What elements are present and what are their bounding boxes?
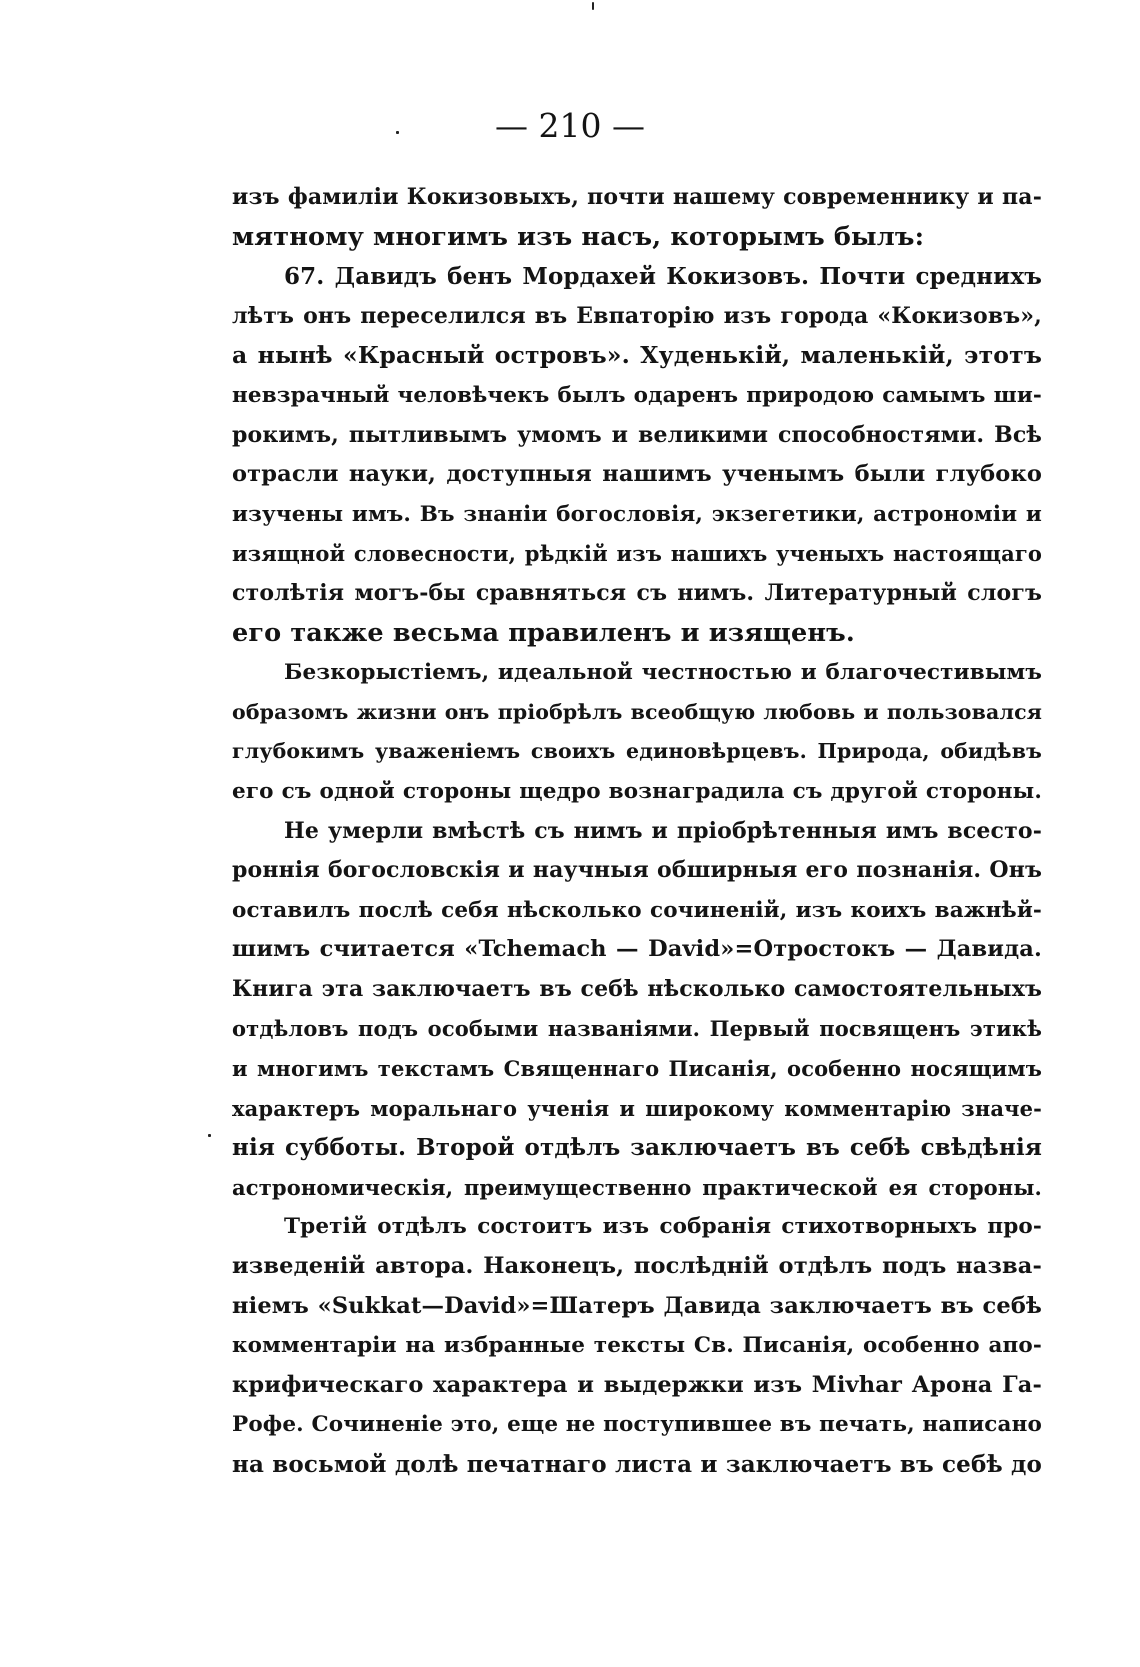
text-line: на восьмой долѣ печатнаго листа и заключаетъ въ себѣ до — [232, 1451, 1042, 1478]
text-line: невзрачный человѣчекъ былъ одаренъ природою самымъ ши- — [232, 382, 1042, 408]
paragraph — [232, 178, 1042, 257]
text-line: Не умерли вмѣстѣ съ нимъ и пріобрѣтенныя имъ всесто- — [284, 817, 1042, 844]
text-line: его также весьма правиленъ и изященъ. — [232, 617, 855, 648]
text-line: мятному многимъ изъ насъ, которымъ былъ: — [232, 221, 925, 252]
text-line: а нынѣ «Красный островъ». Худенькій, маленькій, этотъ — [232, 341, 1042, 370]
text-line: изъ фамиліи Кокизовыхъ, почти нашему современнику и па- — [232, 184, 1042, 210]
text-line: характеръ моральнаго ученія и широкому комментарію значе- — [232, 1095, 1042, 1121]
paragraph — [232, 653, 1042, 811]
text-line: комментаріи на избранные тексты Св. Писанія, особенно апо- — [232, 1333, 1042, 1359]
text-line: ніемъ «Sukkat—David»=Шатеръ Давида заключаетъ въ себѣ — [232, 1292, 1042, 1319]
text-line: Рофе. Сочиненіе это, еще не поступившее въ печать, написано — [232, 1412, 1042, 1438]
text-line: отрасли науки, доступныя нашимъ ученымъ были глубоко — [232, 461, 1042, 488]
text-line: изящной словесности, рѣдкій изъ нашихъ ученыхъ настоящаго — [232, 541, 1042, 567]
text-line: изведеній автора. Наконецъ, послѣдній отдѣлъ подъ назва- — [232, 1253, 1042, 1280]
text-line: образомъ жизни онъ пріобрѣлъ всеобщую любовь и пользовался — [232, 699, 1042, 724]
text-line: 67. Давидъ бенъ Мордахей Кокизовъ. Почти среднихъ — [284, 263, 1042, 291]
text-line: астрономическія, преимущественно практической ея стороны. — [232, 1174, 1042, 1200]
body-text — [232, 178, 1042, 1485]
paragraph — [232, 257, 1042, 653]
text-line: отдѣловъ подъ особыми названіями. Первый посвященъ этикѣ — [232, 1016, 1042, 1042]
text-line: роннія богословскія и научныя обширныя его познанія. Онъ — [232, 857, 1042, 884]
text-line: Книга эта заключаетъ въ себѣ нѣсколько самостоятельныхъ — [232, 975, 1042, 1002]
text-line: его съ одной стороны щедро вознаградила съ другой стороны. — [232, 778, 1042, 804]
scan-speck — [592, 2, 594, 10]
text-line: глубокимъ уваженіемъ своихъ единовѣрцевъ. Природа, обидѣвъ — [232, 739, 1042, 764]
text-line: столѣтія могъ-бы сравняться съ нимъ. Литературный слогъ — [232, 579, 1042, 606]
text-line: Безкорыстіемъ, идеальной честностью и благочестивымъ — [284, 660, 1042, 686]
text-line: шимъ считается «Tchemach — David»=Отростокъ — Давида. — [232, 936, 1042, 963]
page-number: — 210 — — [495, 106, 645, 145]
text-line: лѣтъ онъ переселился въ Евпаторію изъ города «Кокизовъ», — [232, 302, 1042, 329]
text-line: крифическаго характера и выдержки изъ Mivhar Арона Га- — [232, 1371, 1042, 1398]
paragraph — [232, 812, 1042, 1208]
text-line: и многимъ текстамъ Священнаго Писанія, особенно носящимъ — [232, 1056, 1042, 1082]
text-line: оставилъ послѣ себя нѣсколько сочиненій, изъ коихъ важнѣй- — [232, 897, 1042, 923]
text-line: изучены имъ. Въ знаніи богословія, экзегетики, астрономіи и — [232, 501, 1042, 527]
scan-speck — [208, 1134, 211, 1137]
paragraph — [232, 1207, 1042, 1484]
text-line: рокимъ, пытливымъ умомъ и великими способностями. Всѣ — [232, 421, 1042, 448]
text-line: нія субботы. Второй отдѣлъ заключаетъ въ себѣ свѣдѣнія — [232, 1134, 1042, 1162]
text-line: Третій отдѣлъ состоитъ изъ собранія стихотворныхъ про- — [284, 1214, 1042, 1240]
